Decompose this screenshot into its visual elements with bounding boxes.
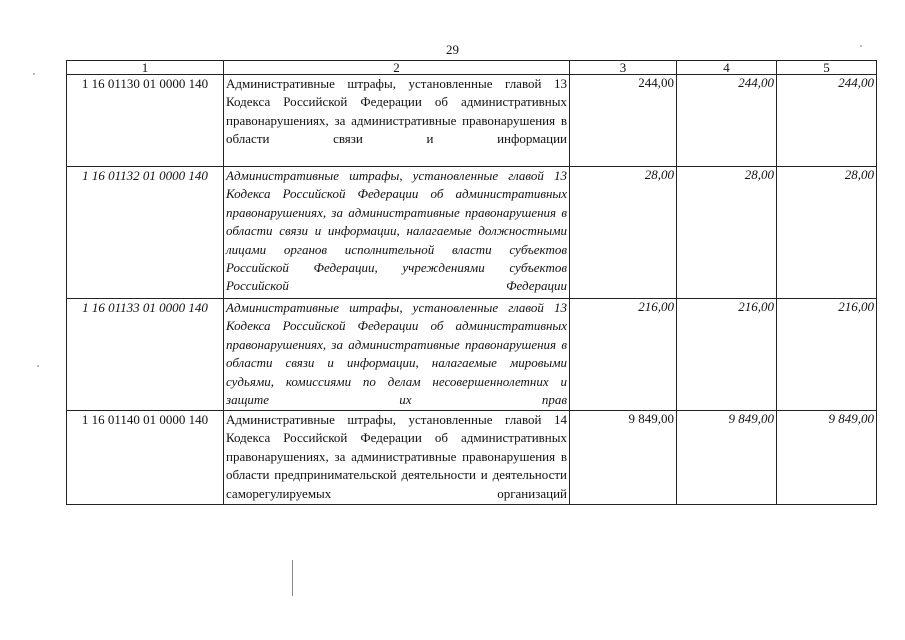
revenue-description: Административные штрафы, установленные главой 13 Кодекса Российской Федерации об административных правонарушениях, за административные правонарушения в области связи и информации, налагаемые мировыми судьями, комиссиями по делам несовершеннолетних и защите их прав — [224, 299, 570, 411]
amount-col5: 244,00 — [777, 75, 877, 167]
revenue-code: 1 16 01133 01 0000 140 — [67, 299, 224, 411]
page-number: 29 — [446, 42, 459, 57]
table-row — [67, 411, 877, 505]
amount-col5: 216,00 — [777, 299, 877, 411]
header-row — [67, 61, 877, 75]
amount-col4: 9 849,00 — [677, 411, 777, 505]
amount-col4: 244,00 — [677, 75, 777, 167]
table-row — [67, 167, 877, 299]
amount-col4: 28,00 — [677, 167, 777, 299]
revenue-description: Административные штрафы, установленные главой 14 Кодекса Российской Федерации об административных правонарушениях, за административные правонарушения в области предпринимательской деятельности и деятельности саморегулируемых организаций — [224, 411, 570, 505]
revenue-code: 1 16 01140 01 0000 140 — [67, 411, 224, 505]
amount-col3: 9 849,00 — [570, 411, 677, 505]
revenue-code: 1 16 01130 01 0000 140 — [67, 75, 224, 167]
scan-artifact-dot — [37, 365, 39, 367]
column-header-4: 4 — [677, 61, 777, 75]
budget-revenue-table — [66, 60, 877, 505]
revenue-code: 1 16 01132 01 0000 140 — [67, 167, 224, 299]
column-header-5: 5 — [777, 61, 877, 75]
scan-artifact-line — [292, 560, 293, 596]
amount-col5: 28,00 — [777, 167, 877, 299]
amount-col3: 244,00 — [570, 75, 677, 167]
scan-artifact-dot — [860, 45, 862, 47]
revenue-description: Административные штрафы, установленные главой 13 Кодекса Российской Федерации об административных правонарушениях, за административные правонарушения в области связи и информации — [224, 75, 570, 167]
table-row — [67, 299, 877, 411]
amount-col3: 216,00 — [570, 299, 677, 411]
column-header-2: 2 — [224, 61, 570, 75]
table-row — [67, 75, 877, 167]
amount-col3: 28,00 — [570, 167, 677, 299]
amount-col4: 216,00 — [677, 299, 777, 411]
column-header-1: 1 — [67, 61, 224, 75]
column-header-3: 3 — [570, 61, 677, 75]
amount-col5: 9 849,00 — [777, 411, 877, 505]
scan-artifact-dot — [33, 73, 35, 75]
revenue-description: Административные штрафы, установленные главой 13 Кодекса Российской Федерации об административных правонарушениях, за административные правонарушения в области связи и информации, налагаемые должностными лицами органов исполнительной власти субъектов Российской Федерации, учреждениями субъектов Российской Федерации — [224, 167, 570, 299]
